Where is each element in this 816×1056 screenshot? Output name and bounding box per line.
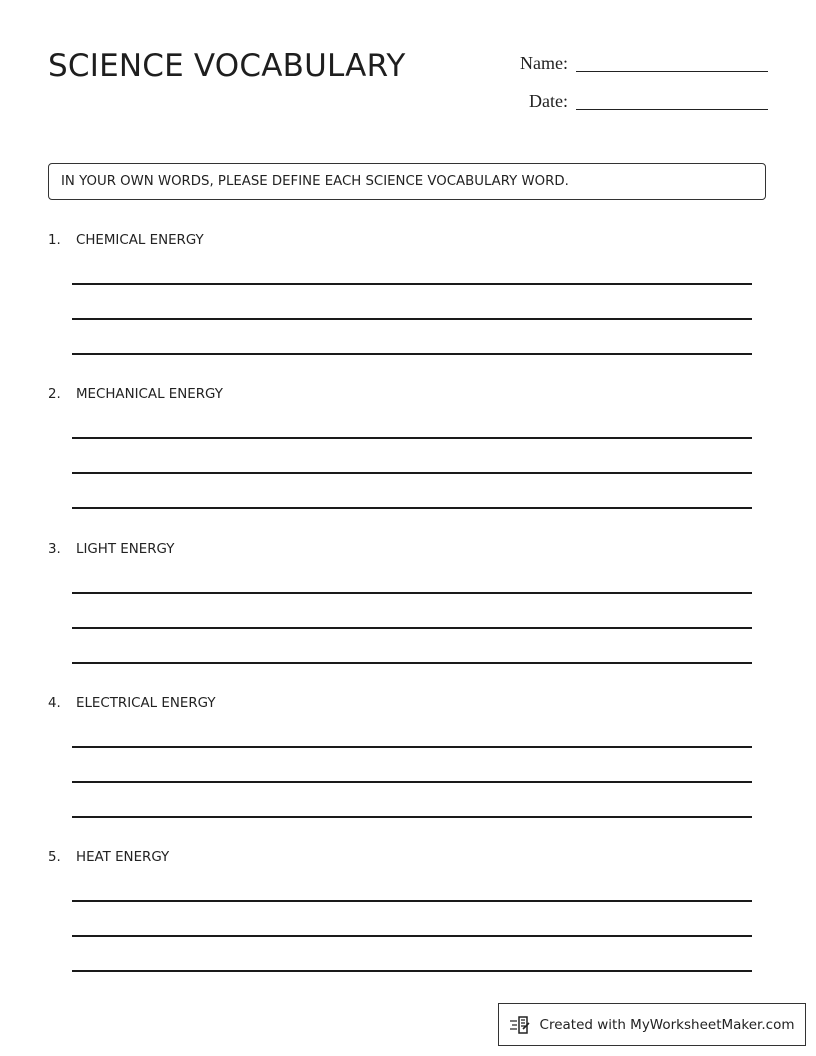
instructions-box [48, 163, 766, 200]
answer-line[interactable] [72, 472, 752, 474]
question-number: 5. [48, 849, 61, 865]
question-term: CHEMICAL ENERGY [76, 232, 204, 248]
question-term: HEAT ENERGY [76, 849, 170, 865]
answer-line[interactable] [72, 592, 752, 594]
question-term: LIGHT ENERGY [76, 541, 175, 557]
name-blank-line[interactable] [576, 70, 768, 72]
answer-line[interactable] [72, 746, 752, 748]
question-item [48, 849, 752, 865]
question-number: 4. [48, 695, 61, 711]
question-number: 3. [48, 541, 61, 557]
instructions-text: IN YOUR OWN WORDS, PLEASE DEFINE EACH SCIENCE VOCABULARY WORD. [61, 174, 569, 189]
answer-line[interactable] [72, 781, 752, 783]
date-label: Date: [529, 91, 568, 111]
answer-line[interactable] [72, 816, 752, 818]
answer-line[interactable] [72, 900, 752, 902]
question-number: 2. [48, 386, 61, 402]
footer-text: Created with MyWorksheetMaker.com [539, 1016, 795, 1033]
date-blank-line[interactable] [576, 108, 768, 110]
answer-line[interactable] [72, 318, 752, 320]
name-field[interactable] [520, 54, 768, 72]
date-field[interactable] [529, 92, 768, 110]
question-term: MECHANICAL ENERGY [76, 386, 223, 402]
answer-line[interactable] [72, 935, 752, 937]
name-label: Name: [520, 53, 568, 73]
question-term: ELECTRICAL ENERGY [76, 695, 216, 711]
worksheet-maker-logo-icon [510, 1015, 532, 1035]
answer-line[interactable] [72, 627, 752, 629]
answer-line[interactable] [72, 353, 752, 355]
question-item [48, 695, 752, 711]
answer-line[interactable] [72, 283, 752, 285]
answer-line[interactable] [72, 437, 752, 439]
worksheet-title: SCIENCE VOCABULARY [48, 48, 406, 84]
answer-line[interactable] [72, 662, 752, 664]
answer-line[interactable] [72, 507, 752, 509]
question-item [48, 232, 752, 248]
footer-badge[interactable] [498, 1003, 806, 1046]
answer-line[interactable] [72, 970, 752, 972]
question-item [48, 386, 752, 402]
question-number: 1. [48, 232, 61, 248]
question-item [48, 541, 752, 557]
